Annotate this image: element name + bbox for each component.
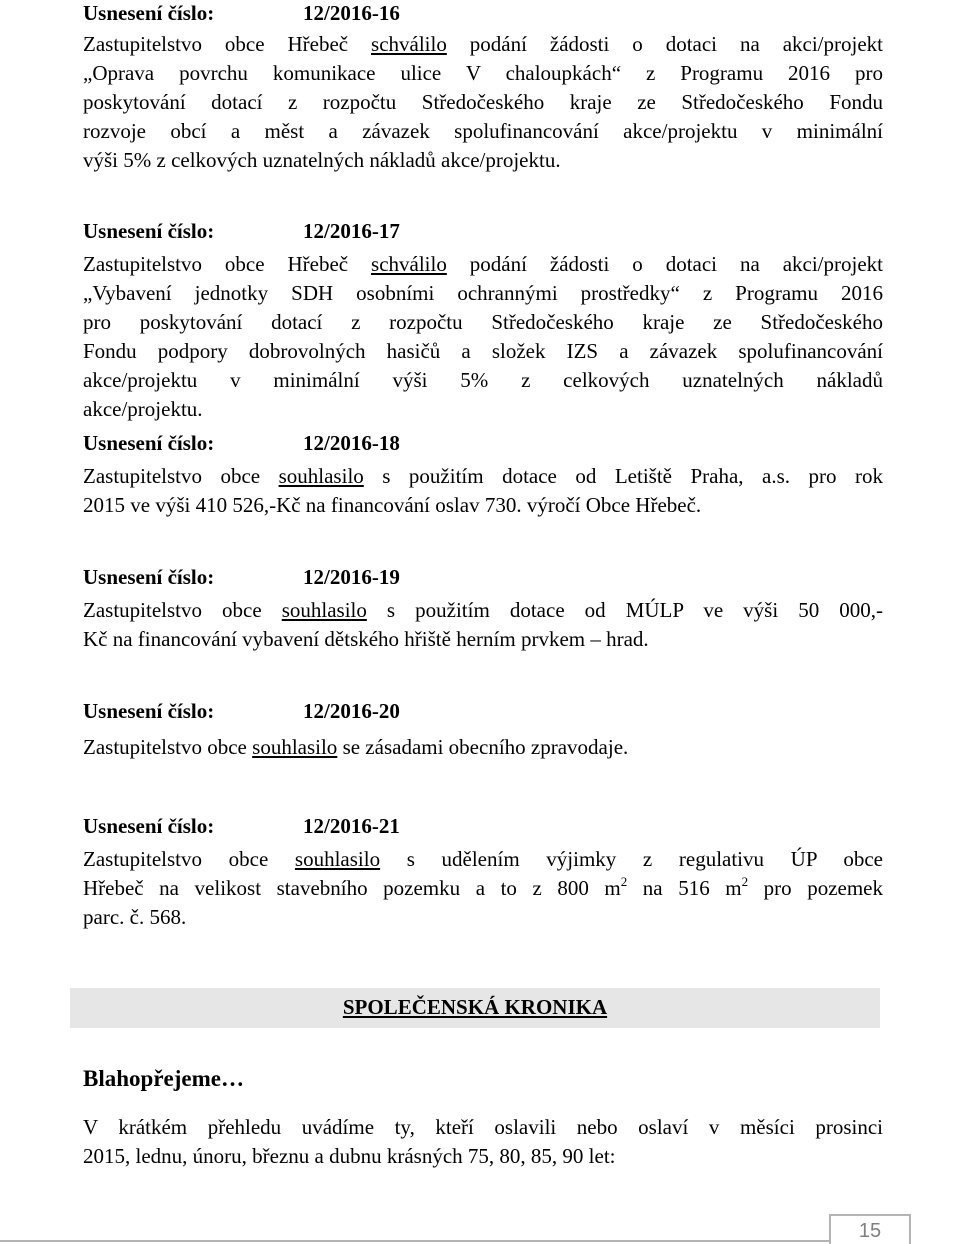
resolution-heading: [83, 0, 400, 26]
text-line: akce/projektu.: [83, 397, 203, 421]
text-line: pro poskytování dotací z rozpočtu Středočeského kraje ze Středočeského: [83, 310, 883, 334]
resolution-number: 12/2016-21: [303, 814, 400, 838]
decision-verb: souhlasilo: [294, 847, 381, 871]
decision-verb: schválilo: [371, 32, 447, 56]
resolution-number: 12/2016-19: [303, 565, 400, 589]
resolution-number: 12/2016-17: [303, 219, 400, 243]
intro-text: [83, 1113, 883, 1171]
resolution-heading: [83, 698, 400, 724]
resolution-heading: [83, 564, 400, 590]
text-line: výši 5% z celkových uznatelných nákladů akce/projektu.: [83, 148, 561, 172]
decision-verb: souhlasilo: [281, 598, 367, 622]
text-line: „Oprava povrchu komunikace ulice V chaloupkách“ z Programu 2016 pro: [83, 61, 883, 85]
resolution-heading: [83, 218, 400, 244]
section-title: SPOLEČENSKÁ KRONIKA: [342, 995, 608, 1019]
resolution-heading: [83, 813, 400, 839]
text-line: Zastupitelstvo obce Hřebeč schválilo podání žádosti o dotaci na akci/projekt: [83, 252, 883, 276]
resolution-text: [83, 462, 883, 520]
resolution-text: [83, 733, 883, 762]
text-line: Kč na financování vybavení dětského hřiště herním prvkem – hrad.: [83, 627, 649, 651]
resolution-label: Usnesení číslo:: [83, 431, 215, 455]
text-line: Hřebeč na velikost stavebního pozemku a to z 800 $m^2$ na 516 $m^2$ pro pozemek: [83, 874, 884, 900]
resolution-number: 12/2016-16: [303, 1, 400, 25]
page-number-box: [829, 1214, 911, 1244]
text-line: parc. č. 568.: [83, 905, 187, 929]
text-line: Zastupitelstvo obce Hřebeč schválilo podání žádosti o dotaci na akci/projekt: [83, 32, 883, 56]
text-line: Zastupitelstvo obce souhlasilo s použitím dotace od Letiště Praha, a.s. pro rok: [83, 464, 883, 488]
text-line: poskytování dotací z rozpočtu Středočeského kraje ze Středočeského Fondu: [83, 90, 883, 114]
section-band: [70, 988, 880, 1028]
text-line: „Vybavení jednotky SDH osobními ochrannými prostředky“ z Programu 2016: [83, 281, 883, 305]
superscript: 2: [741, 874, 749, 889]
resolution-heading: [83, 430, 400, 456]
resolution-label: Usnesení číslo:: [83, 699, 215, 723]
resolution-text: [83, 596, 883, 654]
resolution-number: 12/2016-18: [303, 431, 400, 455]
superscript: 2: [620, 874, 628, 889]
decision-verb: souhlasilo: [278, 464, 364, 488]
resolution-number: 12/2016-20: [303, 699, 400, 723]
resolution-label: Usnesení číslo:: [83, 814, 215, 838]
text-line: Fondu podpory dobrovolných hasičů a složek IZS a závazek spolufinancování: [83, 339, 883, 363]
resolution-text: [83, 30, 883, 175]
text-line: 2015, lednu, únoru, březnu a dubnu krásných 75, 80, 85, 90 let:: [83, 1144, 616, 1168]
text-line: 2015 ve výši 410 526,-Kč na financování oslav 730. výročí Obce Hřebeč.: [83, 493, 702, 517]
resolution-text: [83, 250, 883, 424]
greeting-heading: Blahopřejeme…: [83, 1066, 244, 1091]
text-line: Zastupitelstvo obce souhlasilo s udělením výjimky z regulativu ÚP obce: [83, 847, 883, 871]
text-line: V krátkém přehledu uvádíme ty, kteří oslavili nebo oslaví v měsíci prosinci: [83, 1115, 883, 1139]
text-line: Zastupitelstvo obce souhlasilo s použitím dotace od MÚLP ve výši 50 000,-: [83, 598, 883, 622]
text-line: rozvoje obcí a měst a závazek spolufinancování akce/projektu v minimální: [83, 119, 883, 143]
resolution-label: Usnesení číslo:: [83, 1, 215, 25]
resolution-label: Usnesení číslo:: [83, 219, 215, 243]
page-number: 15: [858, 1220, 882, 1242]
decision-verb: souhlasilo: [252, 735, 338, 759]
text-line: Zastupitelstvo obce souhlasilo se zásadami obecního zpravodaje.: [83, 735, 629, 759]
resolution-text: [83, 845, 883, 932]
text-line: akce/projektu v minimální výši 5% z celkových uznatelných nákladů: [83, 368, 883, 392]
resolution-label: Usnesení číslo:: [83, 565, 215, 589]
decision-verb: schválilo: [371, 252, 447, 276]
